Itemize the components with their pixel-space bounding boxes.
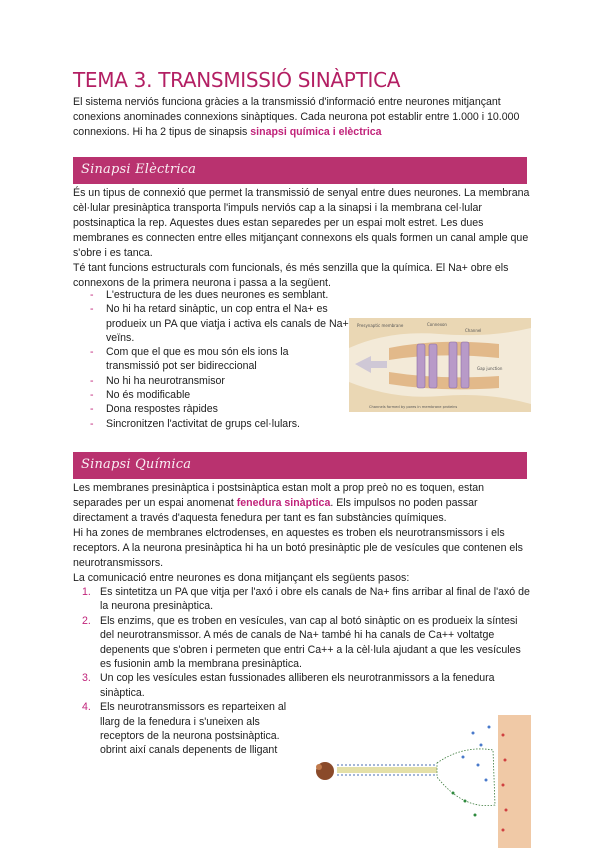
intro-text: El sistema nerviós funciona gràcies a la transmissió d'informació entre neurones mitjançant conexions anominades connexions sinàptiques. Cada neurona pot establir entre 1.000 i 10.000 connexions. Hi ha 2 tipus de sinapsis (73, 96, 520, 138)
list-item: - No és modificable (90, 389, 191, 402)
list-item: 3. Un cop les vesícules estan fussionades alliberen els neurotranmissors a la fenedura sinàptica. (82, 672, 495, 699)
quimica-paragraph-1: Les membranes presinàptica i postsinàptica estan molt a prop preò no es toquen, estan separades per un espai anomenat fenedura sinàptica. Els impulsos no poden passar directament a través d'aquesta fenedura per tant es fan substàncies químiques. (73, 482, 485, 524)
list-item: - Dona respostes ràpides (90, 403, 218, 416)
electrica-paragraph-2: Té tant funcions estructurals com funcionals, és més senzilla que la química. El Na+ obre els connexons de la primera neurona i passa a la següent. (73, 262, 509, 289)
section-heading-electrica (73, 157, 527, 184)
electrica-paragraph-1: És un tipus de connexió que permet la transmissió de senyal entre dues neurones. La membrana cèl·lular presinàptica transporta l'impuls nerviós cap a la sinapsi i la membrana cel·lular postsinaptica la rep. Aquestes dues estan separedes per un espai molt estret. Les dues membranes es connecten entre elles mitjançant connexons els quals formen un canal ample que s'obre i es tanca. (73, 187, 530, 259)
list-item: - Com que el que es mou són els ions la transmissió pot ser bidireccional (90, 346, 289, 373)
list-item: 2. Els enzims, que es troben en vesícules, van cap al botó sinàptic on es produeix la síntesi del neurotransmissor. A més de canals de Na+ també hi ha canals de Ca++ voltatge depenents que s'obren i permeten que entri Ca++ a la cèl·lula ajudant a que les vesícules es fusionin amb la membrana presinàptica. (82, 614, 521, 671)
section-heading-quimica (73, 452, 527, 479)
gap-junction-figure (349, 318, 531, 412)
section-heading-quimica-label: Sinapsi Química (81, 457, 192, 472)
figure-label-gap: Gap junction (477, 366, 503, 371)
list-item: - No hi ha neurotransmisor (90, 374, 225, 387)
page-title: TEMA 3. TRANSMISSIÓ SINÀPTICA (73, 68, 401, 92)
quimica-paragraph-2: Hi ha zones de membranes elctrodenses, en aquestes es troben els neurotransmissors i els receptors. A la neurona presinàptica hi ha un botó presinàptic ple de vesícules que contenen els neurotransmissors. (73, 527, 523, 569)
intro-paragraph (73, 95, 533, 140)
list-item: - Sincronitzen l'activitat de grups cel·lulars. (90, 417, 300, 430)
figure-label-ions: Channels formed by pores in membrane proteins (369, 405, 458, 409)
section-heading-electrica-label: Sinapsi Elèctrica (81, 162, 197, 177)
intro-highlight: sinapsi química i elèctrica (250, 126, 382, 138)
list-item: - No hi ha retard sinàptic, un cop entra el Na+ es produeix un PA que viatja i activa els canals de Na+ veïns. (90, 303, 349, 344)
figure-label-channel: Channel (465, 328, 482, 333)
figure-label-connexon: Connexon (427, 322, 447, 327)
list-item: - L'estructura de les dues neurones es semblant. (90, 289, 329, 301)
figure-label-presynaptic: Presynaptic membrane (357, 323, 404, 328)
list-item: 1. Es sintetitza un PA que vitja per l'axó i obre els canals de Na+ fins arribar al final de l'axó de la neurona presinàptica. (82, 586, 530, 613)
fenedura-highlight: fenedura sinàptica (236, 497, 331, 509)
chemical-synapse-figure (303, 705, 531, 848)
electrica-bullet-list (90, 288, 350, 431)
list-item: 4. Els neurotransmissors es reparteixen al llarg de la fenedura i s'uneixen als receptors de la neurona postsinàptica. obrint així canals depenents de lligant (82, 701, 287, 757)
quimica-paragraph-3: La comunicació entre neurones es dona mitjançant els següents pasos: (73, 572, 410, 584)
